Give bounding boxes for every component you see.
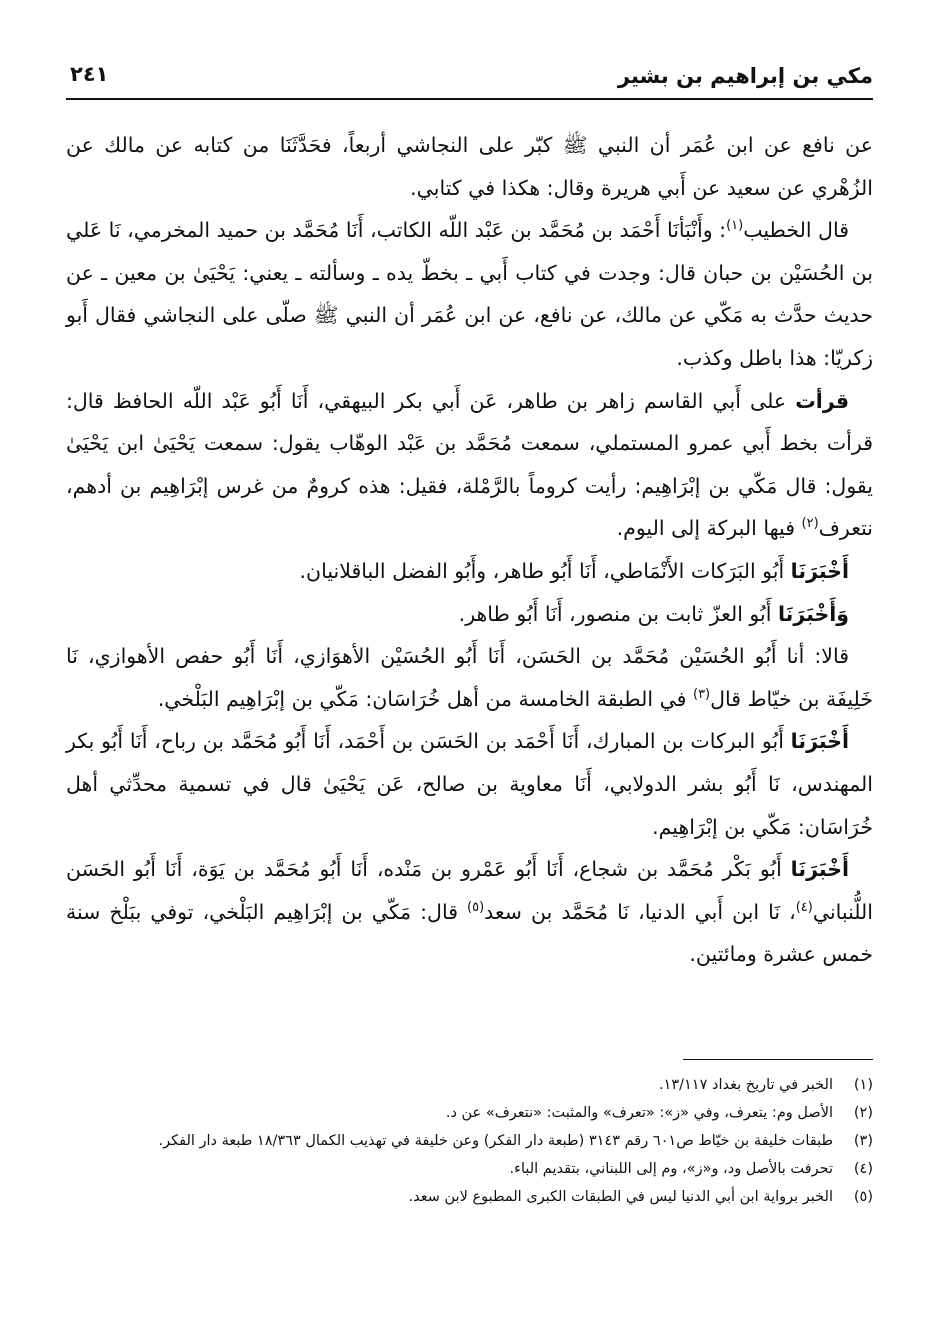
footnote-number: (٣) <box>853 1133 873 1149</box>
footnote-ref-5: (٥) <box>467 899 485 915</box>
page-number: ٢٤١ <box>70 62 109 86</box>
footnote-text: الخبر برواية ابن أبي الدنيا ليس في الطبقات الكبرى المطبوع لابن سعد. <box>408 1189 833 1205</box>
paragraph-text: أَبُو البركات بن المبارك، أَنَا أَحْمَد بن الحَسَن بن أَحْمَد، أَنَا أَبُو مُحَمَّد بن رباح، أَنَا أَبُو بكر المهندس، نَا أَبُو بشر الدولابي، أَنَا معاوية بن صالح، عَن يَحْيَىٰ قال في تسمية محدِّثي أهل خُرَاسَان: مَكّي بن إبْرَاهِيم. <box>66 729 873 839</box>
page-header <box>66 58 873 98</box>
footnote <box>66 1100 873 1126</box>
header-divider <box>66 98 873 100</box>
paragraph-text: أَبُو البَرَكات الأَنْمَاطي، أَنَا أَبُو طاهر، وأَبُو الفضل الباقلانيان. <box>299 558 791 583</box>
paragraph-6 <box>66 635 873 720</box>
paragraph-text: أَبُو العزّ ثابت بن منصور، أَنَا أَبُو طاهر. <box>458 601 778 626</box>
running-title: مكي بن إبراهيم بن بشير <box>617 64 873 88</box>
footnote-number: (٢) <box>853 1105 873 1121</box>
footnote-text: تحرفت بالأصل ود، و«ز»، وم إلى اللبناني، بتقديم الباء. <box>509 1161 833 1177</box>
footnote-number: (١) <box>853 1077 873 1093</box>
paragraph-text: أَبُو بَكْر مُحَمَّد بن شجاع، أَنَا أَبُو عَمْرو بن مَنْده، أَنَا أَبُو مُحَمَّد بن يَوَة، أَنَا أَبُو الحَسَن اللُّنباني <box>66 857 873 924</box>
paragraph-text: على أَبي القاسم زاهر بن طاهر، عَن أَبي بكر البيهقي، أَنَا أَبُو عَبْد اللّه الحافظ قال: قرأت بخط أَبي عمرو المستملي، سمعت مُحَمَّد بن عَبْد الوهّاب يقول: سمعت يَحْيَىٰ ابن يَحْيَىٰ يقول: قال مَكّي بن إبْرَاهِيم: رأيت كروماً بالرَّمْلة، فقيل: هذه كرومٌ من غرس إبْرَاهِيم بن أدهم، نتعرف <box>66 388 873 541</box>
footnote-number: (٤) <box>853 1161 873 1177</box>
footnote-ref-1: (١) <box>726 218 744 234</box>
lead-word: أَخْبَرَنَا <box>790 558 849 583</box>
lead-word: وَأَخْبَرَنَا <box>777 601 849 626</box>
paragraph-3 <box>66 380 873 550</box>
footnote-number: (٥) <box>853 1189 873 1205</box>
paragraph-7 <box>66 720 873 848</box>
paragraph-5 <box>66 593 873 636</box>
footnote <box>66 1072 873 1098</box>
footnote <box>66 1184 873 1210</box>
footnote-text: طبقات خليفة بن خيّاط ص٦٠١ رقم ٣١٤٣ (طبعة دار الفكر) وعن خليفة في تهذيب الكمال ١٨/٣٦٣ طبعة دار الفكر. <box>158 1133 833 1149</box>
footnote <box>66 1156 873 1182</box>
paragraph-text: في الطبقة الخامسة من أهل خُرَاسَان: مَكّي بن إبْرَاهِيم البَلْخي. <box>157 686 693 711</box>
paragraph-text: عن نافع عن ابن عُمَر أن النبي ﷺ كبّر على النجاشي أربعاً، فحَدَّثَنَا من كتابه عن مالك عن الزُهْري عن سعيد عن أَبي هريرة وقال: هكذا في كتابي. <box>66 133 873 200</box>
footnote-text: الأصل وم: يتعرف، وفي «ز»: «تعرف» والمثبت: «نتعرف» عن د. <box>445 1105 833 1121</box>
footnote <box>66 1128 873 1154</box>
lead-word: قرأت <box>795 388 849 413</box>
footnote-text: الخبر في تاريخ بغداد ١٣/١١٧. <box>658 1077 833 1093</box>
paragraph-text: قال: مَكّي بن إبْرَاهِيم البَلْخي، توفي ببَلْخ سنة خمس عشرة ومائتين. <box>66 899 873 967</box>
footnotes <box>66 1072 873 1212</box>
paragraph-2 <box>66 209 873 379</box>
paragraph-8 <box>66 848 873 976</box>
paragraph-text: قالا: أنا أَبُو الحُسَيْن مُحَمَّد بن الحَسَن، أَنَا أَبُو الحُسَيْن الأهوَازي، أَنَا أَبُو حفص الأهوازي، نَا خَلِيفَة بن خيّاط قال <box>66 644 873 711</box>
footnote-ref-4: (٤) <box>795 899 813 915</box>
footnote-divider <box>683 1059 873 1060</box>
footnote-ref-2: (٢) <box>801 516 819 532</box>
footnote-ref-3: (٣) <box>692 686 711 702</box>
paragraph-text: : وأَنْبَأنَا أَحْمَد بن مُحَمَّد بن عَبْد اللّه الكاتب، أَنَا مُحَمَّد بن حميد المخرمي، نَا عَلي بن الحُسَيْن بن حبان قال: وجدت في كتاب أَبي ـ بخطّ يده ـ وسألته ـ يعني: يَحْيَىٰ بن معين ـ عن حديث حدَّث به مَكّي عن مالك، عن نافع، عن ابن عُمَر أن النبي ﷺ صلّى على النجاشي فقال أَبو زكريّا: هذا باطل وكذب. <box>66 218 873 370</box>
paragraph-text: ، نَا ابن أَبي الدنيا، نَا مُحَمَّد بن سعد <box>484 899 796 924</box>
paragraph-text: قال الخطيب <box>743 218 849 243</box>
paragraph-text: فيها البركة إلى اليوم. <box>616 516 802 541</box>
paragraph-1 <box>66 124 873 209</box>
lead-word: أَخْبَرَنَا <box>790 729 849 754</box>
paragraph-4 <box>66 550 873 593</box>
main-text <box>66 124 873 976</box>
lead-word: أَخْبَرَنَا <box>790 857 849 882</box>
